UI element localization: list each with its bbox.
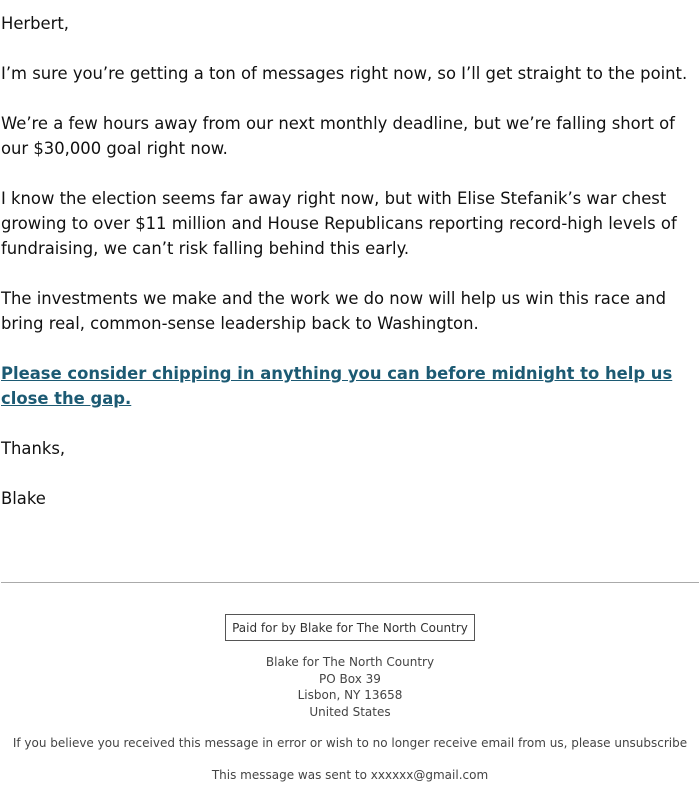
- email-body: [1, 11, 699, 536]
- footer-divider: [1, 582, 699, 583]
- sent-to-notice: This message was sent to xxxxxx@gmail.com: [211, 768, 489, 782]
- sign-off: Thanks,: [1, 439, 66, 458]
- email-footer: [0, 614, 700, 783]
- paid-for-disclaimer: Paid for by Blake for The North Country: [225, 614, 475, 641]
- body-paragraph-4: The investments we make and the work we do now will help us win this race and bring real, common-sense leadership back to Washington.: [1, 289, 666, 333]
- address-city: Lisbon, NY 13658: [297, 688, 403, 702]
- donate-link[interactable]: Please consider chipping in anything you can before midnight to help us close the gap.: [1, 364, 673, 408]
- address-org: Blake for The North Country: [265, 655, 435, 669]
- mailing-address: [0, 654, 700, 720]
- address-country: United States: [309, 704, 391, 719]
- greeting: Herbert,: [1, 14, 70, 33]
- body-paragraph-2: We’re a few hours away from our next monthly deadline, but we’re falling short of our $30,000 goal right now.: [1, 114, 675, 158]
- body-paragraph-3: I know the election seems far away right now, but with Elise Stefanik’s war chest growing to over $11 million and House Republicans reporting record-high levels of fundraising, we can’t risk falling behind this early.: [1, 189, 677, 258]
- signature: Blake: [1, 489, 46, 508]
- body-paragraph-1: I’m sure you’re getting a ton of messages right now, so I’ll get straight to the point.: [1, 64, 688, 83]
- unsubscribe-notice[interactable]: If you believe you received this message in error or wish to no longer receive email from us, please unsubscribe: [12, 736, 688, 750]
- address-line1: PO Box 39: [319, 671, 381, 686]
- cta-paragraph: [1, 361, 699, 411]
